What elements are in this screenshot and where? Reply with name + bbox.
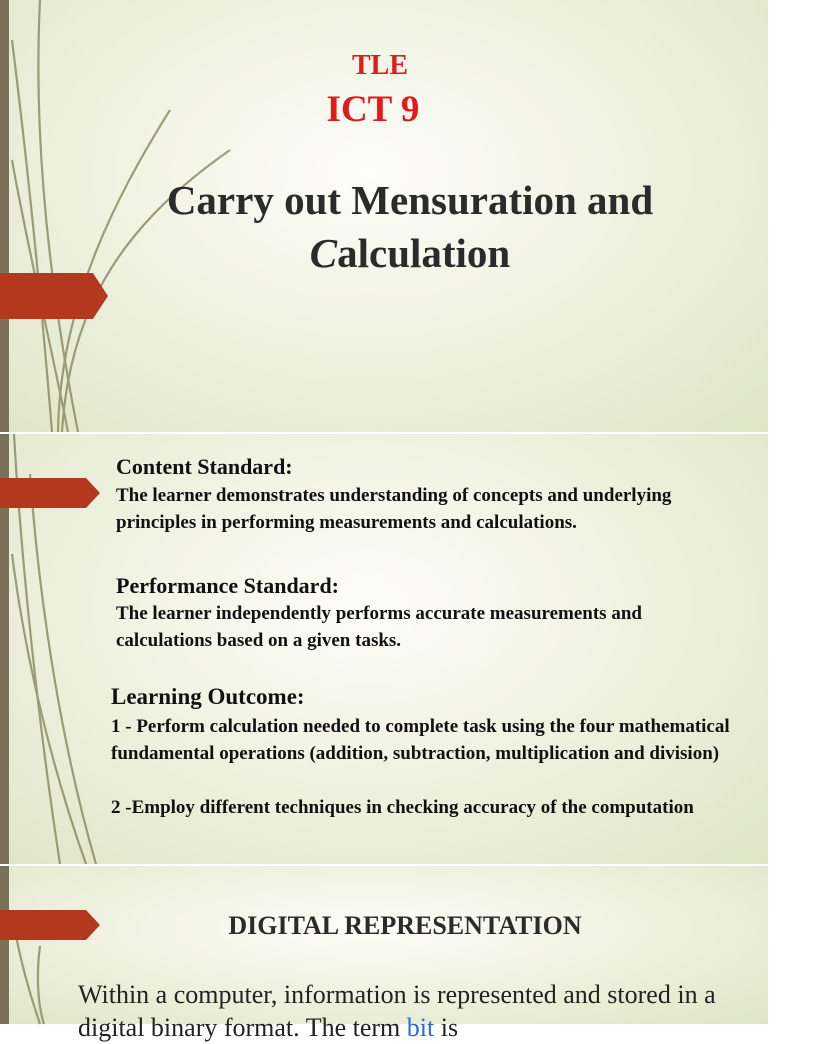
- performance-standard-heading: Performance Standard:: [116, 573, 340, 598]
- body-paragraph: [78, 978, 768, 1044]
- body-text-start: Within a computer, information is represented and stored in a digital binary format. The term: [78, 980, 716, 1042]
- slide-title-line-1: Carry out Mensuration and: [166, 177, 654, 223]
- slide-marker-tag: [0, 478, 100, 508]
- slide-digital-representation: [0, 866, 768, 1042]
- body-highlight-term: bit: [406, 1013, 435, 1042]
- performance-standard-text: The learner independently performs accurate measurements and calculations based on a given tasks.: [116, 603, 642, 651]
- learning-outcome-item-1: 1 - Perform calculation needed to complete task using the four mathematical fundamental operations (addition, subtraction, multiplication and division): [111, 716, 730, 764]
- slide-left-bar: [0, 866, 9, 1024]
- slide-title: [0, 0, 768, 432]
- grade-label: ICT 9: [326, 89, 420, 130]
- title-italic-letter: C: [309, 230, 338, 276]
- content-standard-text: The learner demonstrates understanding of concepts and underlying principles in performing measurements and calculations.: [116, 485, 672, 533]
- learning-outcome-heading: Learning Outcome:: [111, 684, 305, 709]
- section-heading: DIGITAL REPRESENTATION: [228, 911, 582, 940]
- subject-label: TLE: [351, 50, 409, 81]
- title-rest: alculation: [337, 230, 511, 276]
- learning-outcome-item-2: 2 -Employ different techniques in checking accuracy of the computation: [111, 797, 694, 818]
- slide-standards: [0, 434, 768, 864]
- content-standard-heading: Content Standard:: [116, 454, 293, 479]
- slide-marker-tag: [0, 273, 108, 319]
- slide-title-line-2: [0, 229, 820, 277]
- body-text-end: is: [434, 1013, 459, 1042]
